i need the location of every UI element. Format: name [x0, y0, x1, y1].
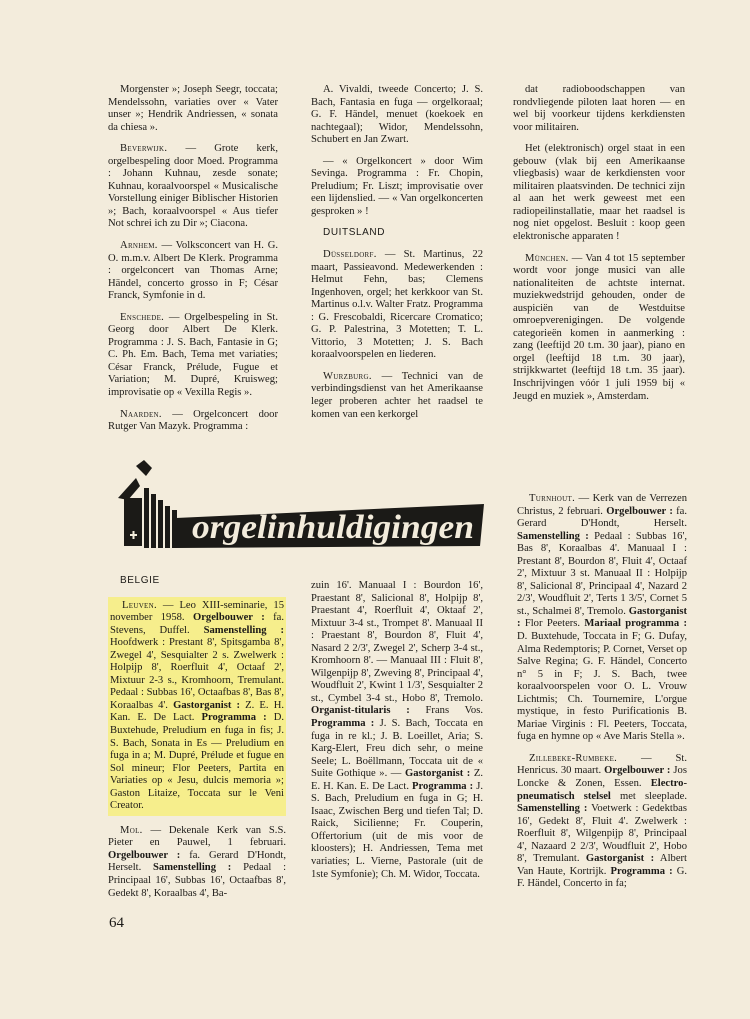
- text-run: met sleeplade.: [610, 790, 687, 802]
- banner-title: orgelinhuldigingen: [192, 509, 474, 546]
- text-run: A. Vivaldi, tweede Concerto; J. S. Bach, Fantasia en fuga — orgelkoraal; G. F. Händel, menuet (koekoek en nachtegaal); Widor, Mendelssohn, Schubert en Jan Zwart.: [311, 84, 483, 146]
- article-paragraph: [311, 84, 483, 147]
- place-name: Zillebeke-Rumbeke.: [529, 752, 618, 764]
- place-name: Mol.: [120, 824, 143, 836]
- text-run: Pedaal : Principaal 16', Subbas 16', Octaafbas 8', Gedekt 8', Koraalbas 4', Ba-: [108, 862, 287, 899]
- text-run: G. F. Händel, Concerto in fa;: [517, 865, 687, 890]
- column-top-left: [108, 84, 278, 443]
- text-run: fa. Gerard D'Hondt, Herselt.: [517, 505, 687, 530]
- bold-label: Samenstelling :: [203, 624, 284, 636]
- text-run: — St. Henricus. 30 maart.: [517, 752, 687, 777]
- bold-label: Orgelbouwer :: [606, 505, 673, 517]
- column-top-middle: [311, 84, 483, 430]
- text-run: — Orgelbespeling in St. Georg door Albert De Klerk. Programma : J. S. Bach, Fantasie in G; C. Ph. Em. Bach, Tema met variaties; César Franck, Prélude, Fugue et Variation; M. Dupré, Kruisweg; improvisatie op « Vexilla Regis ».: [108, 311, 278, 399]
- text-run: — Dekenale Kerk van S.S. Pieter en Pauwel, 1 februari.: [108, 824, 286, 849]
- bold-label: Orgelbouwer :: [192, 612, 265, 624]
- bold-label: Organist-titularis :: [311, 705, 410, 717]
- text-run: fa. Stevens, Duffel.: [110, 612, 284, 636]
- article-paragraph: [513, 84, 685, 134]
- column-top-right: [513, 84, 685, 412]
- text-run: Pedaal : Subbas 16', Bas 8', Koraalbas 4'. Manuaal I : Prestant 8', Bourdon 8', Fluit 4', Octaaf 2', Mixtuur 3 st. Manuaal II : Holpijp 8', Salicional 8', Principaal 4', Nazard 2 2/3', Woudfluit 2', Terts 1 3/5', Cornet 5 st., Schalmei 8', Tremolo.: [517, 530, 687, 617]
- place-name: Düsseldorf.: [323, 249, 377, 261]
- text-run: — « Orgelkoncert » door Wim Sevinga. Programma : Fr. Chopin, Preludium; Fr. Liszt; improvisatie over een lijdenslied. — « Van orgelkoncerten gesproken » !: [311, 155, 483, 217]
- text-run: — Van 4 tot 15 september wordt voor jonge musici van alle nationaliteiten de achtste internat. muziekwedstrijd gehouden, onder de auspiciën van de Westduitse omroepverenigingen. De volgende categorieën komen in aanmerking : zang (leeftijd 20 t.m. 30 jaar), piano en orgel (leeftijd 18 t.m. 30 jaar), strijkkwartet (leeftijd 18 t.m. 35 jaar). Inschrijvingen vóór 1 juli 1959 bij « Jeugd en muziek », Amsterdam.: [513, 252, 685, 402]
- bold-label: Samenstelling :: [517, 530, 589, 542]
- banner-orgelinhuldigingen: [106, 458, 494, 560]
- article-paragraph: [513, 253, 685, 404]
- text-run: zuin 16'. Manuaal I : Bourdon 16', Praestant 8', Salicional 8', Holpijp 8', Praestant 4', Roerfluit 4', Oktaaf 2', Mixtuur 3-4 st., Trompet 8'. Manuaal II : Praestant 8', Bourdon 8', Fluit 4', Nasard 2 2/3', Zwegel 2', Scherp 3-4 st., Kromhoorn 8'. — Manuaal III : Fluit 8', Wilgenpijp 8', Zweving 8', Principaal 4', Woudfluit 2', Kwint 1 1/3', Sesquialter 2 st., Cymbel 3-4 st., Hobo 8', Tremolo.: [311, 580, 483, 704]
- article-paragraph: [108, 409, 278, 434]
- place-name: Leuven.: [122, 599, 157, 611]
- column-bottom-right: [517, 493, 687, 900]
- text-run: Het (elektronisch) orgel staat in een gebouw (vlak bij een Amerikaanse vliegbasis) waar de kerkdiensten voor militairen plaatsvinden. De technici zijn al aan het werk geweest met een radiopeilinstallatie, maar het raadsel is nog niet opgelost. Besluit : koop geen elektronische apparaten !: [513, 143, 685, 243]
- bold-label: Programma :: [201, 712, 267, 724]
- text-run: Voetwerk : Gedektbas 16', Gedekt 8', Fluit 4'. Zwelwerk : Roerfluit 8', Wilgenpijp 8', Principaal 4', Nazaard 2 2/3', Woudfluit 2', Hobo 8', Tremulant.: [517, 803, 687, 865]
- text-run: — Leo XIII-seminarie, 15 november 1958.: [110, 599, 284, 624]
- place-name: München.: [525, 252, 569, 264]
- bold-label: Gastorganist :: [404, 768, 471, 780]
- bold-label: Samenstelling :: [517, 803, 588, 815]
- article-paragraph: [517, 753, 687, 891]
- text-run: Morgenster »; Joseph Seegr, toccata; Mendelssohn, variaties over « Vater unser »; Hendrik Andriessen, « sonata da chiesa ».: [108, 84, 278, 133]
- text-run: — Technici van de verbindingsdienst van het Amerikaanse leger proberen achter het raadsel te komen van een kerkorgel: [311, 370, 483, 420]
- bold-label: Electro-pneumatisch stelsel: [517, 778, 687, 802]
- text-run: J. S. Bach, Preludium en fuga in G; H. Isaac, Zwischen Berg und tiefen Tal; D. Raick, Sicilienne; Fr. Couperin, Offertorium (uit de mis voor de kloosters); H. Andriessen, Tema met variaties; L. Vierne, Pastorale (uit de 1ste Symfonie); Ch. M. Widor, Toccata.: [311, 780, 484, 880]
- place-name: Arnhem.: [120, 240, 158, 252]
- bold-label: Gastorganist :: [585, 853, 655, 865]
- place-name: Turnhout.: [529, 493, 576, 504]
- column-bottom-middle: [311, 580, 483, 890]
- text-run: fa. Gerard D'Hondt, Herselt.: [108, 849, 286, 874]
- bold-label: Programma :: [412, 780, 474, 792]
- organ-emblem-icon: [106, 458, 494, 560]
- bold-label: Programma :: [311, 718, 375, 730]
- place-name: Enschede.: [120, 311, 165, 323]
- place-name: Wurzburg.: [323, 370, 372, 382]
- column-bottom-left: [108, 575, 286, 909]
- page-number: 64: [109, 915, 124, 931]
- section-heading: DUITSLAND: [323, 227, 386, 239]
- bold-label: Mariaal programma :: [584, 618, 687, 630]
- article-paragraph: [517, 493, 687, 744]
- article-paragraph: [108, 312, 278, 400]
- bold-label: Gastorganist :: [173, 699, 241, 711]
- text-run: — Volksconcert van H. G. O. m.m.v. Albert De Klerk. Programma : orgelconcert van Thomas Arne; Händel, concerto grosso in F; César Franck, Symfonie in d.: [108, 240, 278, 302]
- text-run: — St. Martinus, 22 maart, Passieavond. Medewerkenden : Helmut Fehn, bas; Clemens Ingenhoven, orgel; het kerkkoor van St. Martinus o.l.v. Walter Fratz. Programma : G. Frescobaldi, Ricercare Cromatico; G. P. Palestrina, 3 Motetten; T. L. Vittorio, 3 Motetten; J. S. Bach koraalvoorspelen en liederen.: [311, 249, 483, 361]
- article-paragraph: [108, 84, 278, 134]
- text-run: Z. E. H. Kan. E. De Lact.: [110, 699, 284, 724]
- text-run: — Orgelconcert door Rutger Van Mazyk. Programma :: [108, 408, 278, 433]
- text-run: — Kerk van de Verrezen Christus, 2 februari.: [517, 493, 687, 517]
- section-heading: BELGIE: [120, 575, 160, 586]
- text-run: — Grote kerk, orgelbespeling door Moed. Programma : Johann Kuhnau, zesde sonate; Kuhnau, koraalvoorspel « Musicalische Vorstellung einiger Biblischer Historien »; Bach, koraalvoorspel « Aus tiefer Not schrei ich zu Dir »; Ciacona.: [108, 143, 278, 230]
- bold-label: Programma :: [610, 865, 673, 877]
- text-run: J. S. Bach, Toccata en fuga in re kl.; J. B. Loeillet, Aria; S. Karg-Elert, Freu dich sehr, o meine Seele; L. Boëllmann, Toccata uit de « Suite Gothique ». —: [311, 718, 483, 780]
- bold-label: Orgelbouwer :: [108, 849, 181, 861]
- article-paragraph: [108, 240, 278, 303]
- bold-label: Samenstelling :: [153, 862, 232, 874]
- article-paragraph: [311, 156, 483, 219]
- place-name: Naarden.: [120, 408, 162, 420]
- text-run: Jos Loncke & Zonen, Essen.: [517, 765, 687, 790]
- text-run: Hoofdwerk : Prestant 8', Spitsgamba 8', Zwegel 4', Sesquialter 2 s. Zwelwerk : Holpijp 8', Roerfluit 4', Octaaf 2', Mixtuur 2-3 s., Kromhoorn, Tremulant. Pedaal : Subbas 16', Octaafbas 8', Bas 8', Koraalbas 4'.: [110, 637, 284, 711]
- bold-label: Orgelbouwer :: [604, 765, 671, 777]
- article-paragraph: [311, 580, 483, 881]
- text-run: dat radioboodschappen van rondvliegende piloten laat horen — en wel bij voorkeur tijdens kerkdiensten voor militairen.: [513, 84, 685, 133]
- article-paragraph: [513, 143, 685, 243]
- article-paragraph: [108, 143, 278, 231]
- text-run: Flor Peeters.: [520, 618, 585, 630]
- text-run: D. Buxtehude, Toccata in F; G. Dufay, Alma Redemptoris; P. Cornet, Verset op Salve Regina; G. F. Händel, Concerto n° 5 in F; J. S. Bach, twee koraalvoorspelen voor O. L. Vrouw Lichtmis; Ch. Tournemire, L'orgue mystique, in festo Purificationis B. Mariae Virginis : Fl. Peeters, Toccata, fuga en hymne op « Ave Maris Stella ».: [517, 631, 687, 743]
- text-run: Albert Van Haute, Kortrijk.: [517, 853, 687, 877]
- article-paragraph: [311, 371, 483, 421]
- place-name: Beverwijk.: [120, 143, 168, 155]
- article-paragraph: [108, 825, 286, 900]
- article-paragraph: [108, 597, 286, 816]
- article-paragraph: [311, 249, 483, 362]
- text-run: Z. E. H. Kan. E. De Lact.: [311, 768, 483, 792]
- text-run: Frans Vos.: [409, 705, 483, 717]
- bold-label: Gastorganist :: [517, 605, 687, 630]
- text-run: D. Buxtehude, Preludium en fuga in fis; J. S. Bach, Sonata in Es — Preludium en fuga in a; M. Dupré, Prélude et fugue en Sol mineur; Flor Peeters, Partita en Variaties op « Jesu, dulcis memoria »; Gaston Litaize, Toccata sur le Veni Creator.: [110, 712, 284, 812]
